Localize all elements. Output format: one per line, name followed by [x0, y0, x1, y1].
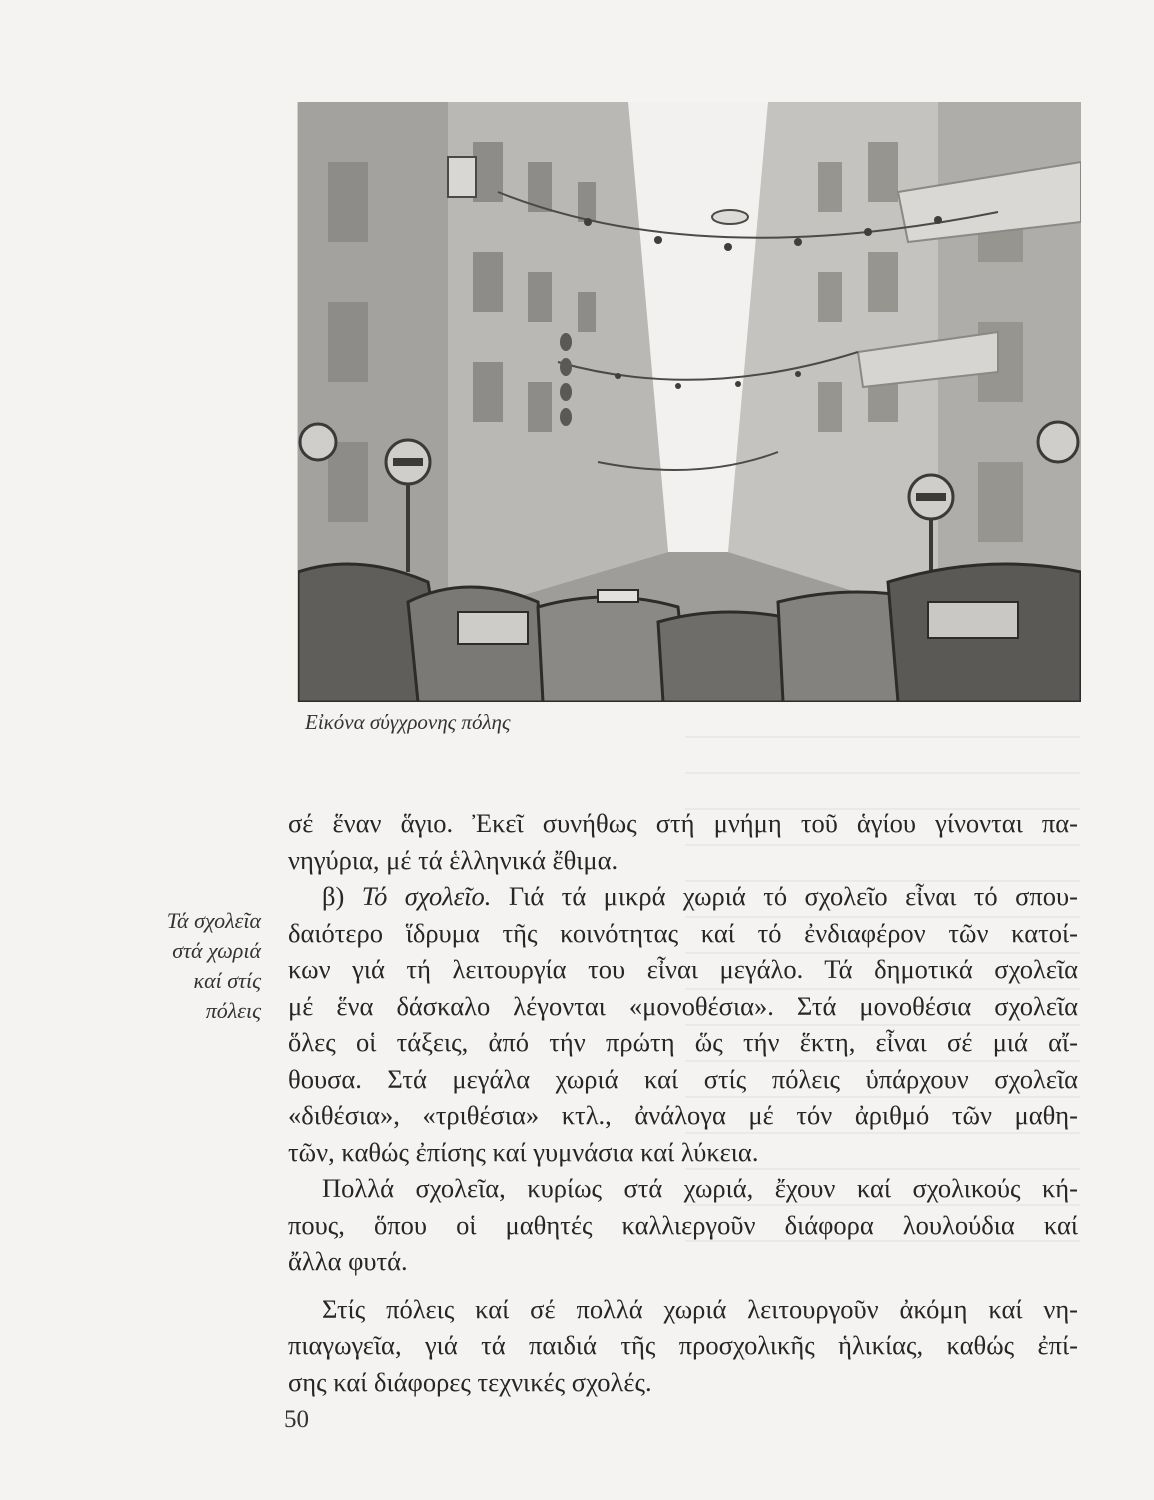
- text-line: Στίς πόλεις καί σέ πολλά χωριά λειτουργοῦν ἀκόμη καί νη-: [322, 1293, 1078, 1324]
- section-text: Γιά τά μικρά χωριά τό σχολεῖο εἶναι τό σπου-: [491, 881, 1078, 911]
- margin-note: [108, 906, 261, 1026]
- text-line: πιαγωγεῖα, γιά τά παιδιά τῆς προσχολικῆς ἡλικίας, καθώς ἐπί-: [288, 1330, 1078, 1360]
- margin-note-line: καί στίς: [193, 968, 261, 993]
- text-line: «διθέσια», «τριθέσια» κτλ., ἀνάλογα μέ τόν ἀριθμό τῶν μαθη-: [288, 1100, 1078, 1130]
- text-line: τῶν, καθώς ἐπίσης καί γυμνάσια καί λύκεια.: [288, 1136, 759, 1167]
- text-line: νηγύρια, μέ τά ἑλληνικά ἔθιμα.: [288, 844, 619, 875]
- section-title: Τό σχολεῖο.: [361, 881, 492, 911]
- margin-note-line: πόλεις: [205, 998, 261, 1023]
- text-line: μέ ἕνα δάσκαλο λέγονται «μονοθέσια». Στά μονοθέσια σχολεῖα: [288, 990, 1078, 1021]
- section-marker: β): [322, 881, 362, 911]
- text-line: ὅλες οἱ τάξεις, ἀπό τήν πρώτη ὥς τήν ἕκτη, εἶναι σέ μιά αἴ-: [288, 1027, 1078, 1057]
- text-line-section-b: [288, 878, 1078, 915]
- body-text: [288, 805, 1078, 1400]
- text-line: σης καί διάφορες τεχνικές σχολές.: [288, 1366, 652, 1397]
- city-street-drawing: [298, 102, 1081, 702]
- text-line: ἄλλα φυτά.: [288, 1246, 408, 1276]
- margin-note-line: στά χωριά: [172, 938, 261, 963]
- page-number: 50: [284, 1406, 309, 1433]
- text-line: κων γιά τή λειτουργία του εἶναι μεγάλο. Τά δημοτικά σχολεῖα: [288, 954, 1078, 984]
- text-line: θουσα. Στά μεγάλα χωριά καί στίς πόλεις ὑπάρχουν σχολεῖα: [288, 1063, 1078, 1094]
- margin-note-line: Τά σχολεῖα: [166, 908, 261, 933]
- city-street-illustration: [297, 102, 1081, 702]
- text-line: Πολλά σχολεῖα, κυρίως στά χωριά, ἔχουν καί σχολικούς κή-: [322, 1173, 1078, 1203]
- text-line: σέ ἕναν ἅγιο. Ἐκεῖ συνήθως στή μνήμη τοῦ ἁγίου γίνονται πα-: [288, 808, 1078, 838]
- text-line: πους, ὅπου οἱ μαθητές καλλιεργοῦν διάφορα λουλούδια καί: [288, 1209, 1078, 1240]
- figure-caption: Εἰκόνα σύγχρονης πόλης: [305, 710, 511, 734]
- text-line: δαιότερο ἵδρυμα τῆς κοινότητας καί τό ἐνδιαφέρον τῶν κατοί-: [288, 917, 1078, 948]
